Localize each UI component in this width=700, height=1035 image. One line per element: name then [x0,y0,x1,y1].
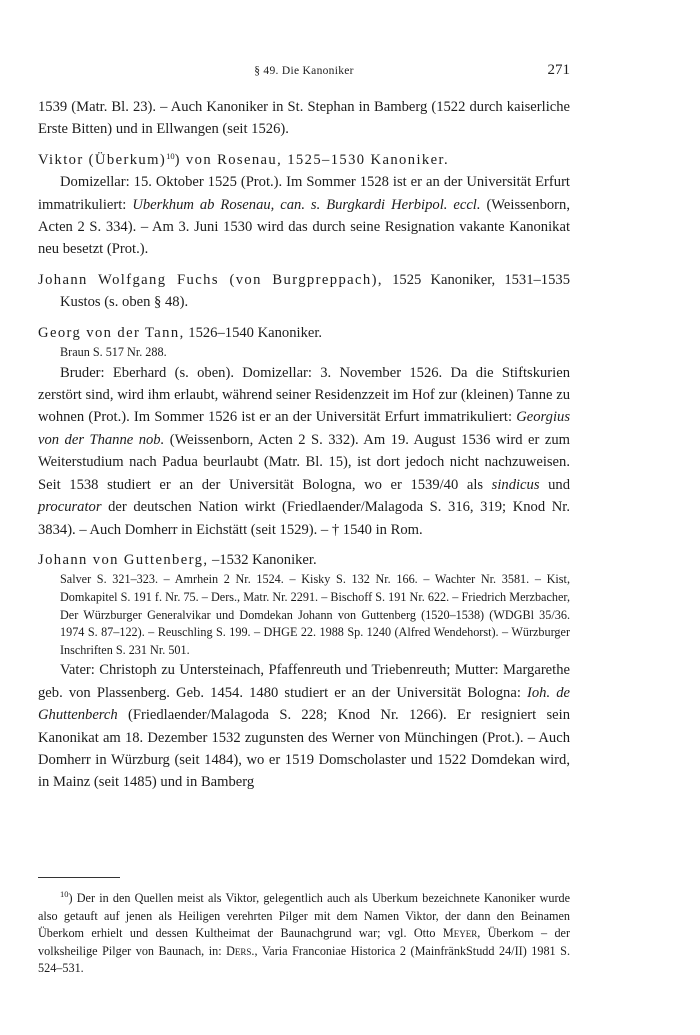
text: Domizellar: 15. Oktober 1525 (Prot.). Im Sommer 1528 ist er an der Universität Erfurt immatrikuliert: [38,174,570,213]
text: (Weissenborn, Acten 2 S. 334). – Am 3. Juni 1530 wird das durch seine Resignation vakante Kanonikat neu besetzt (Prot.). [38,196,570,258]
entry-rest: –1532 Kanoniker. [208,551,317,568]
entry-body-tann [38,362,570,541]
entry-name: Johann von Guttenberg, [38,551,209,568]
author-name: Meyer [442,926,478,941]
footnote-divider [38,877,120,878]
text: Bruder: Eberhard (s. oben). Domizellar: 3. November 1526. Da die Stiftskurien zerstört sind, wird ihm erlaubt, während seiner Residenzzeit im Hof zur (kleinen) Tanne zu wohnen (Prot.). Im Sommer 1526 ist er an der Universität Erfurt immatrikuliert: [38,364,570,426]
quote-italic: Ioh. de Ghuttenberch [38,684,570,724]
entry-heading-viktor [38,149,570,171]
page-number: 271 [547,62,570,78]
entry-rest: 1526–1540 Kanoniker. [184,324,323,341]
entry-name: Georg von der Tann, [38,324,185,341]
entry-heading-tann [38,322,570,344]
footnote-ref[interactable]: 10 [166,150,175,161]
literature-tann: Braun S. 517 Nr. 288. [60,345,167,360]
footnote-mark: 10 [60,889,69,899]
entry-rest: ) von Rosenau, 1525–1530 Kanoniker. [174,151,449,168]
footnote [38,890,570,978]
quote-italic: procurator [38,499,102,516]
entry-rest: 1525 Kanoniker, 1531–1535 Kustos (s. oben § 48). [60,271,570,311]
quote-italic: Uberkhum ab Rosenau, can. s. Burgkardi Herbipol. eccl. [132,196,481,213]
entry-body-guttenberg [38,659,570,793]
text: , Varia Franconiae Historica 2 (MainfränkStudd 24/II) 1981 S. 524–531. [38,943,570,976]
main-text [38,96,570,794]
literature-guttenberg: Salver S. 321–323. – Amrhein 2 Nr. 1524. – Kisky S. 132 Nr. 166. – Wachter Nr. 3581. – Kist, Domkapitel S. 191 f. Nr. 75. – Ders., Matr. Nr. 2291. – Bischoff S. 191 Nr. 622. – Friedrich Merzbacher, Der Würzburger Generalvikar und Domdekan Johann von Guttenberg (1520–1538) (WDGBl 35/36. 1974 S. 87–122). – Reuschling S. 199. – DHGE 22. 1988 Sp. 1240 (Alfred Wendehorst). – Würzburger Inschriften S. 231 Nr. 501. [60,572,570,657]
author-name: Ders. [226,943,255,958]
text: , Überkom – der volksheilige Pilger von Baunach, in: [38,926,571,958]
text: und [539,476,570,493]
text: ) Der in den Quellen meist als Viktor, gelegentlich auch als Uberkum bezeichnete Kanoniker wurde also getauft auf jenen als Heiligen verehrten Pilger mit dem Namen Viktor, der dann den Beinamen Überkom erhielt und dessen Kultheimat der Baunachgrund war; vgl. Otto [38,891,570,941]
entry-heading-guttenberg [38,549,570,571]
text: der deutschen Nation wirkt (Friedlaender/Malagoda S. 316, 319; Knod Nr. 3834). – Auch Domherr in Eichstätt (seit 1529). – † 1540 in Rom. [38,499,570,538]
text: (Weissenborn, Acten 2 S. 332). Am 19. August 1536 wird er zum Weiterstudium nach Padua beurlaubt (Matr. Bl. 15), ist dort jedoch nicht nachzuweisen. Seit 1538 studiert er an der Universität Bologna, wo er 1539/40 als [38,431,570,493]
running-header [38,62,570,82]
quote-italic: Georgius von der Thanne nob. [38,409,570,448]
entry-heading-fuchs [38,269,570,314]
text: Vater: Christoph zu Untersteinach, Pfaffenreuth und Triebenreuth; Mutter: Margarethe geb. von Plassenberg. Geb. 1454. 1480 studiert er an der Universität Bologna: [38,662,570,701]
text: (Friedlaender/Malagoda S. 228; Knod Nr. 1266). Er resigniert sein Kanonikat am 18. Dezember 1532 zugunsten des Werner von Münchingen (Prot.). – Auch Domherr in Würzburg (seit 1484), wo er 1519 Domscholaster und 1522 Domdekan wird, in Mainz (seit 1485) und in Bamberg [38,707,570,791]
continuation-paragraph: 1539 (Matr. Bl. 23). – Auch Kanoniker in St. Stephan in Bamberg (1522 durch kaiserliche Erste Bitten) und in Ellwangen (seit 1526). [38,99,570,138]
entry-name: Johann Wolfgang Fuchs (von Burgpreppach), [38,271,383,288]
entry-body-viktor [38,171,570,261]
running-title: § 49. Die Kanoniker [254,65,354,77]
entry-name: Viktor (Überkum) [38,151,167,168]
quote-italic: sindicus [491,476,540,493]
